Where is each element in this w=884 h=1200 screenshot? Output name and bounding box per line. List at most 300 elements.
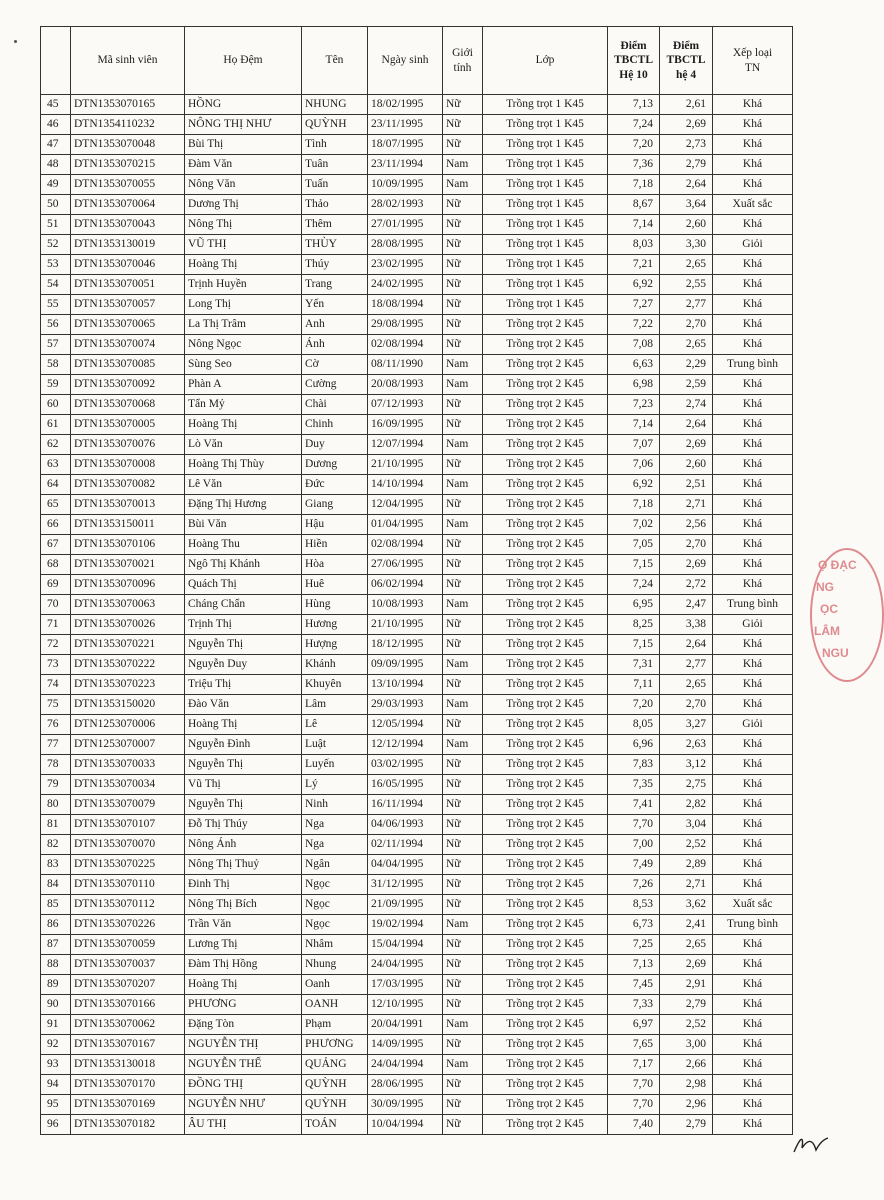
table-row [41,235,793,255]
classification-cell: Khá [713,435,793,455]
middle-name-cell: Nông Ngọc [185,335,302,355]
gpa-10-cell: 7,35 [608,775,660,795]
birth-date-cell: 31/12/1995 [368,875,443,895]
first-name-cell: Ngọc [302,875,368,895]
birth-date-cell: 18/12/1995 [368,635,443,655]
table-row [41,375,793,395]
table-row [41,415,793,435]
table-row [41,215,793,235]
classification-cell: Khá [713,755,793,775]
gpa-10-cell: 7,22 [608,315,660,335]
class-cell: Trồng trọt 1 K45 [483,255,608,275]
table-row [41,335,793,355]
student-id-cell: DTN1353070106 [71,535,185,555]
birth-date-cell: 28/06/1995 [368,1075,443,1095]
class-cell: Trồng trọt 1 K45 [483,95,608,115]
graduation-table-sheet [40,26,792,1135]
first-name-cell: Cờ [302,355,368,375]
gpa-10-cell: 7,40 [608,1115,660,1135]
gender-cell: Nữ [443,675,483,695]
student-id-cell: DTN1353070207 [71,975,185,995]
student-id-cell: DTN1353070182 [71,1115,185,1135]
classification-cell: Khá [713,215,793,235]
row-stt: 91 [41,1015,71,1035]
student-id-cell: DTN1353070068 [71,395,185,415]
class-cell: Trồng trọt 2 K45 [483,555,608,575]
middle-name-cell: Đỗ Thị Thúy [185,815,302,835]
birth-date-cell: 18/07/1995 [368,135,443,155]
middle-name-cell: Lương Thị [185,935,302,955]
gpa-4-cell: 2,74 [660,395,713,415]
table-row [41,435,793,455]
class-cell: Trồng trọt 2 K45 [483,875,608,895]
table-row [41,895,793,915]
gpa-4-cell: 2,79 [660,1115,713,1135]
gpa-4-cell: 2,65 [660,675,713,695]
first-name-cell: Khuyên [302,675,368,695]
gpa-4-cell: 2,65 [660,335,713,355]
header-middle-name: Họ Đệm [185,27,302,95]
birth-date-cell: 07/12/1993 [368,395,443,415]
student-id-cell: DTN1353070107 [71,815,185,835]
table-row [41,735,793,755]
row-stt: 58 [41,355,71,375]
row-stt: 56 [41,315,71,335]
middle-name-cell: Đinh Thị [185,875,302,895]
gpa-4-cell: 3,64 [660,195,713,215]
class-cell: Trồng trọt 1 K45 [483,295,608,315]
row-stt: 70 [41,595,71,615]
classification-cell: Khá [713,555,793,575]
gpa-10-cell: 6,98 [608,375,660,395]
gpa-10-cell: 7,24 [608,115,660,135]
table-row [41,475,793,495]
student-id-cell: DTN1353070051 [71,275,185,295]
middle-name-cell: Dương Thị [185,195,302,215]
middle-name-cell: Nguyễn Duy [185,655,302,675]
table-row [41,935,793,955]
gpa-10-cell: 7,27 [608,295,660,315]
stamp-text: Ọ ĐẠC [818,558,857,572]
gpa-4-cell: 3,12 [660,755,713,775]
gender-cell: Nữ [443,415,483,435]
gpa-4-cell: 2,61 [660,95,713,115]
table-body [41,95,793,1135]
gender-cell: Nam [443,595,483,615]
class-cell: Trồng trọt 2 K45 [483,415,608,435]
gender-cell: Nam [443,155,483,175]
classification-cell: Khá [713,475,793,495]
first-name-cell: Huê [302,575,368,595]
classification-cell: Khá [713,275,793,295]
student-id-cell: DTN1353070070 [71,835,185,855]
gpa-4-cell: 2,65 [660,935,713,955]
classification-cell: Khá [713,1015,793,1035]
table-row [41,875,793,895]
classification-cell: Khá [713,975,793,995]
row-stt: 49 [41,175,71,195]
birth-date-cell: 21/09/1995 [368,895,443,915]
gpa-4-cell: 2,55 [660,275,713,295]
middle-name-cell: Nông Thị Bích [185,895,302,915]
gpa-10-cell: 7,70 [608,1095,660,1115]
gpa-4-cell: 2,64 [660,415,713,435]
header-student-id: Mã sinh viên [71,27,185,95]
middle-name-cell: Bùi Thị [185,135,302,155]
middle-name-cell: Phàn A [185,375,302,395]
class-cell: Trồng trọt 2 K45 [483,735,608,755]
first-name-cell: Trang [302,275,368,295]
classification-cell: Khá [713,735,793,755]
student-id-cell: DTN1353070059 [71,935,185,955]
row-stt: 84 [41,875,71,895]
gpa-4-cell: 2,64 [660,635,713,655]
table-row [41,655,793,675]
student-id-cell: DTN1353070166 [71,995,185,1015]
gpa-10-cell: 7,15 [608,555,660,575]
gender-cell: Nữ [443,1115,483,1135]
table-row [41,775,793,795]
birth-date-cell: 12/04/1995 [368,495,443,515]
gpa-10-cell: 7,00 [608,835,660,855]
gpa-10-cell: 7,70 [608,815,660,835]
gpa-10-cell: 7,45 [608,975,660,995]
middle-name-cell: NGUYỄN NHƯ [185,1095,302,1115]
middle-name-cell: Bùi Văn [185,515,302,535]
header-classification: Xếp loại TN [713,27,793,95]
gpa-4-cell: 2,77 [660,295,713,315]
gpa-4-cell: 2,29 [660,355,713,375]
gender-cell: Nữ [443,795,483,815]
birth-date-cell: 19/02/1994 [368,915,443,935]
middle-name-cell: Nông Thị Thuỷ [185,855,302,875]
gpa-10-cell: 7,49 [608,855,660,875]
gender-cell: Nam [443,655,483,675]
classification-cell: Khá [713,955,793,975]
gpa-10-cell: 7,15 [608,635,660,655]
birth-date-cell: 03/02/1995 [368,755,443,775]
student-id-cell: DTN1353070076 [71,435,185,455]
gender-cell: Nữ [443,295,483,315]
gender-cell: Nam [443,735,483,755]
table-row [41,115,793,135]
birth-date-cell: 14/09/1995 [368,1035,443,1055]
gpa-4-cell: 2,91 [660,975,713,995]
class-cell: Trồng trọt 1 K45 [483,215,608,235]
row-stt: 86 [41,915,71,935]
row-stt: 93 [41,1055,71,1075]
birth-date-cell: 13/10/1994 [368,675,443,695]
first-name-cell: Thảo [302,195,368,215]
gender-cell: Nam [443,435,483,455]
first-name-cell: THÙY [302,235,368,255]
birth-date-cell: 20/04/1991 [368,1015,443,1035]
middle-name-cell: Nguyễn Thị [185,795,302,815]
gpa-4-cell: 2,60 [660,455,713,475]
birth-date-cell: 23/11/1995 [368,115,443,135]
classification-cell: Khá [713,515,793,535]
classification-cell: Khá [713,635,793,655]
table-row [41,755,793,775]
classification-cell: Khá [713,795,793,815]
gpa-10-cell: 7,13 [608,955,660,975]
classification-cell: Giỏi [713,235,793,255]
row-stt: 78 [41,755,71,775]
header-birth-date: Ngày sinh [368,27,443,95]
student-id-cell: DTN1353070074 [71,335,185,355]
table-row [41,255,793,275]
gpa-4-cell: 2,75 [660,775,713,795]
middle-name-cell: ĐỒNG THỊ [185,1075,302,1095]
row-stt: 54 [41,275,71,295]
table-row [41,555,793,575]
class-cell: Trồng trọt 2 K45 [483,435,608,455]
gpa-4-cell: 2,56 [660,515,713,535]
middle-name-cell: Quách Thị [185,575,302,595]
class-cell: Trồng trọt 2 K45 [483,995,608,1015]
classification-cell: Khá [713,415,793,435]
middle-name-cell: Long Thị [185,295,302,315]
classification-cell: Khá [713,575,793,595]
gpa-4-cell: 2,72 [660,575,713,595]
student-results-table [40,26,793,1135]
middle-name-cell: La Thị Trâm [185,315,302,335]
row-stt: 77 [41,735,71,755]
gpa-4-cell: 2,63 [660,735,713,755]
table-row [41,175,793,195]
first-name-cell: Yến [302,295,368,315]
class-cell: Trồng trọt 1 K45 [483,155,608,175]
class-cell: Trồng trọt 2 K45 [483,615,608,635]
middle-name-cell: ÂU THỊ [185,1115,302,1135]
gpa-4-cell: 2,65 [660,255,713,275]
gpa-4-cell: 2,98 [660,1075,713,1095]
student-id-cell: DTN1353070221 [71,635,185,655]
gpa-4-cell: 2,69 [660,115,713,135]
gender-cell: Nam [443,475,483,495]
first-name-cell: Ngân [302,855,368,875]
middle-name-cell: Ngô Thị Khánh [185,555,302,575]
first-name-cell: QUẢNG [302,1055,368,1075]
row-stt: 53 [41,255,71,275]
birth-date-cell: 09/09/1995 [368,655,443,675]
middle-name-cell: Triệu Thị [185,675,302,695]
birth-date-cell: 28/08/1995 [368,235,443,255]
stamp-text: LÂM [814,624,840,638]
row-stt: 62 [41,435,71,455]
birth-date-cell: 01/04/1995 [368,515,443,535]
gpa-10-cell: 7,17 [608,1055,660,1075]
student-id-cell: DTN1353070223 [71,675,185,695]
gender-cell: Nam [443,1055,483,1075]
birth-date-cell: 16/09/1995 [368,415,443,435]
gender-cell: Nữ [443,95,483,115]
birth-date-cell: 24/02/1995 [368,275,443,295]
table-row [41,155,793,175]
class-cell: Trồng trọt 2 K45 [483,455,608,475]
first-name-cell: Ninh [302,795,368,815]
row-stt: 95 [41,1095,71,1115]
table-row [41,575,793,595]
class-cell: Trồng trọt 2 K45 [483,855,608,875]
first-name-cell: TOÁN [302,1115,368,1135]
gpa-4-cell: 2,71 [660,495,713,515]
first-name-cell: Đức [302,475,368,495]
class-cell: Trồng trọt 2 K45 [483,895,608,915]
first-name-cell: Ngọc [302,895,368,915]
classification-cell: Khá [713,1035,793,1055]
gpa-4-cell: 2,60 [660,215,713,235]
student-id-cell: DTN1353070064 [71,195,185,215]
birth-date-cell: 29/08/1995 [368,315,443,335]
gpa-10-cell: 6,95 [608,595,660,615]
student-id-cell: DTN1353070169 [71,1095,185,1115]
row-stt: 55 [41,295,71,315]
row-stt: 47 [41,135,71,155]
classification-cell: Khá [713,1055,793,1075]
gpa-10-cell: 7,24 [608,575,660,595]
table-header-row [41,27,793,95]
gpa-10-cell: 7,70 [608,1075,660,1095]
table-row [41,1095,793,1115]
table-row [41,355,793,375]
birth-date-cell: 28/02/1993 [368,195,443,215]
table-row [41,995,793,1015]
first-name-cell: Nga [302,815,368,835]
row-stt: 71 [41,615,71,635]
table-row [41,915,793,935]
class-cell: Trồng trọt 2 K45 [483,955,608,975]
row-stt: 79 [41,775,71,795]
middle-name-cell: Trịnh Huyền [185,275,302,295]
table-row [41,1055,793,1075]
birth-date-cell: 17/03/1995 [368,975,443,995]
class-cell: Trồng trọt 2 K45 [483,795,608,815]
first-name-cell: Tình [302,135,368,155]
student-id-cell: DTN1353070063 [71,595,185,615]
classification-cell: Trung bình [713,915,793,935]
gpa-10-cell: 8,03 [608,235,660,255]
birth-date-cell: 12/12/1994 [368,735,443,755]
first-name-cell: Cường [302,375,368,395]
student-id-cell: DTN1353070215 [71,155,185,175]
table-row [41,795,793,815]
first-name-cell: Nga [302,835,368,855]
first-name-cell: Hượng [302,635,368,655]
middle-name-cell: Vũ Thị [185,775,302,795]
student-id-cell: DTN1353070034 [71,775,185,795]
classification-cell: Khá [713,455,793,475]
header-gender: Giới tính [443,27,483,95]
classification-cell: Khá [713,1115,793,1135]
class-cell: Trồng trọt 2 K45 [483,835,608,855]
table-row [41,295,793,315]
middle-name-cell: Nông Ánh [185,835,302,855]
gender-cell: Nữ [443,815,483,835]
student-id-cell: DTN1353150020 [71,695,185,715]
gender-cell: Nữ [443,575,483,595]
student-id-cell: DTN1353070062 [71,1015,185,1035]
gender-cell: Nam [443,915,483,935]
first-name-cell: Chài [302,395,368,415]
birth-date-cell: 10/04/1994 [368,1115,443,1135]
gender-cell: Nam [443,175,483,195]
student-id-cell: DTN1353150011 [71,515,185,535]
class-cell: Trồng trọt 2 K45 [483,815,608,835]
table-row [41,635,793,655]
student-id-cell: DTN1353070165 [71,95,185,115]
classification-cell: Khá [713,335,793,355]
first-name-cell: Phạm [302,1015,368,1035]
gender-cell: Nữ [443,975,483,995]
header-gpa-10: Điểm TBCTL Hệ 10 [608,27,660,95]
middle-name-cell: Đào Văn [185,695,302,715]
middle-name-cell: PHƯƠNG [185,995,302,1015]
gpa-4-cell: 2,66 [660,1055,713,1075]
student-id-cell: DTN1353070046 [71,255,185,275]
gender-cell: Nữ [443,275,483,295]
gpa-10-cell: 7,20 [608,135,660,155]
gpa-10-cell: 6,96 [608,735,660,755]
class-cell: Trồng trọt 2 K45 [483,655,608,675]
student-id-cell: DTN1353070033 [71,755,185,775]
class-cell: Trồng trọt 2 K45 [483,395,608,415]
table-row [41,1115,793,1135]
birth-date-cell: 08/11/1990 [368,355,443,375]
middle-name-cell: Nông Thị [185,215,302,235]
gender-cell: Nữ [443,195,483,215]
student-id-cell: DTN1353070013 [71,495,185,515]
first-name-cell: Lâm [302,695,368,715]
first-name-cell: Lý [302,775,368,795]
row-stt: 92 [41,1035,71,1055]
gpa-10-cell: 7,13 [608,95,660,115]
row-stt: 83 [41,855,71,875]
row-stt: 73 [41,655,71,675]
gpa-4-cell: 2,47 [660,595,713,615]
gender-cell: Nữ [443,615,483,635]
middle-name-cell: NGUYỄN THỊ [185,1035,302,1055]
gpa-4-cell: 2,52 [660,1015,713,1035]
gpa-4-cell: 2,69 [660,555,713,575]
gender-cell: Nữ [443,995,483,1015]
gpa-10-cell: 7,83 [608,755,660,775]
table-row [41,615,793,635]
gender-cell: Nữ [443,1035,483,1055]
middle-name-cell: Sùng Seo [185,355,302,375]
header-stt [41,27,71,95]
birth-date-cell: 04/06/1993 [368,815,443,835]
middle-name-cell: Hoàng Thị Thùy [185,455,302,475]
gpa-4-cell: 2,69 [660,435,713,455]
class-cell: Trồng trọt 2 K45 [483,715,608,735]
gpa-4-cell: 2,70 [660,695,713,715]
classification-cell: Khá [713,295,793,315]
gpa-4-cell: 3,30 [660,235,713,255]
gpa-4-cell: 2,41 [660,915,713,935]
classification-cell: Khá [713,855,793,875]
row-stt: 59 [41,375,71,395]
gender-cell: Nữ [443,875,483,895]
gender-cell: Nữ [443,555,483,575]
table-row [41,495,793,515]
class-cell: Trồng trọt 2 K45 [483,635,608,655]
row-stt: 72 [41,635,71,655]
gender-cell: Nữ [443,315,483,335]
first-name-cell: Tuân [302,155,368,175]
middle-name-cell: Đàm Văn [185,155,302,175]
gpa-10-cell: 7,14 [608,215,660,235]
